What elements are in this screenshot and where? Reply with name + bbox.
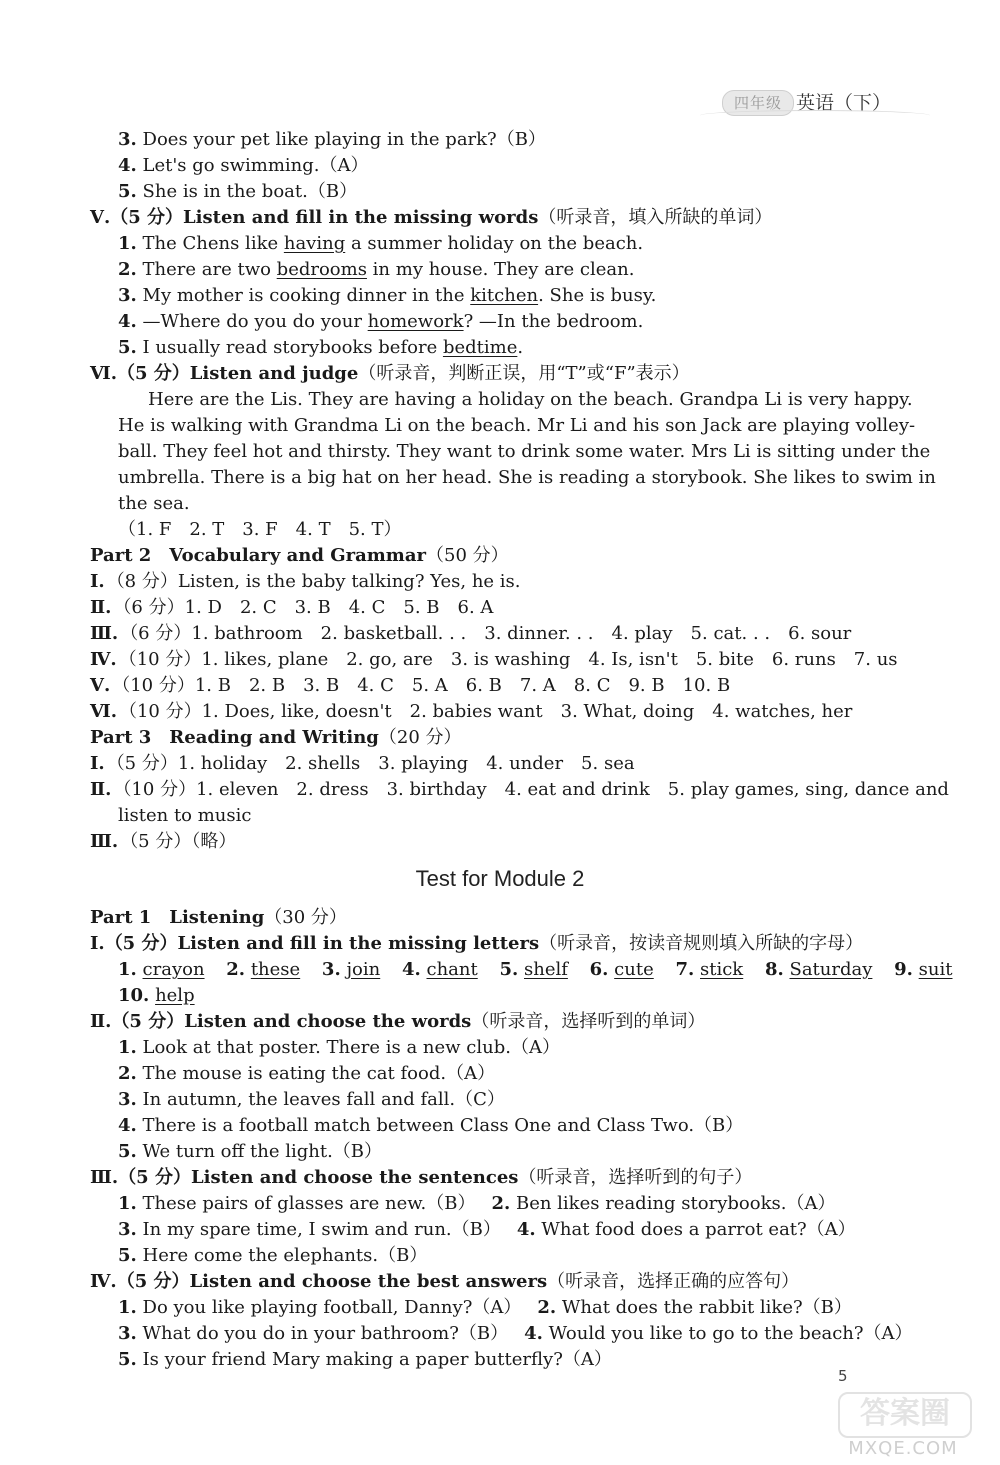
word-answers: 10. help [118,985,195,1006]
list-item: 2. There are two bedrooms in my house. They are clean. [118,259,635,280]
section-heading-v: Ⅴ.（5 分）Listen and fill in the missing words（听录音，填入所缺的单词） [90,207,773,228]
answer-line: Ⅲ. （5 分）（略） [90,831,237,852]
list-item: 4. There is a football match between Class One and Class Two.（B） [118,1115,744,1136]
list-item: 5. I usually read storybooks before bedtime. [118,337,524,358]
list-item: 3. In my spare time, I swim and run.（B） 4. What food does a parrot eat?（A） [118,1219,856,1240]
section-heading-iii: Ⅲ.（5 分）Listen and choose the sentences（听录音，选择听到的句子） [90,1167,753,1188]
answer-line: Ⅰ. （5 分）1. holiday 2. shells 3. playing 4. under 5. sea [90,753,635,774]
list-item: 3. In autumn, the leaves fall and fall.（C） [118,1089,505,1110]
section-heading-vi: Ⅵ.（5 分）Listen and judge（听录音，判断正误，用“T”或“F”表示） [90,363,690,384]
watermark-logo [828,1390,978,1460]
answer-line: （1. F 2. T 3. F 4. T 5. T） [118,519,402,540]
answer-line: Ⅴ. （10 分）1. B 2. B 3. B 4. C 5. A 6. B 7. A 8. C 9. B 10. B [90,675,731,696]
section-heading-ii: Ⅱ.（5 分）Listen and choose the words（听录音，选择听到的单词） [90,1011,706,1032]
answer-line: Ⅲ. （6 分）1. bathroom 2. basketball. . . 3. dinner. . . 4. play 5. cat. . . 6. sour [90,623,852,644]
grade-logo: 四年级 [722,90,794,116]
watermark-url: MXQE.COM [848,1438,958,1459]
passage-line: He is walking with Grandma Li on the beach. Mr Li and his son Jack are playing volley- [118,415,916,436]
answer-line: Ⅱ. （10 分）1. eleven 2. dress 3. birthday 4. eat and drink 5. play games, sing, dance and [90,779,949,800]
part-heading: Part 1 Listening（30 分） [90,907,347,928]
passage-line: umbrella. There is a big hat on her head. She is reading a storybook. She likes to swim in [118,467,936,488]
part-heading: Part 3 Reading and Writing（20 分） [90,727,462,748]
answer-line: listen to music [118,805,252,826]
list-item: 1. Look at that poster. There is a new club.（A） [118,1037,560,1058]
list-item: 4. Let's go swimming.（A） [118,155,369,176]
list-item: 1. The Chens like having a summer holiday on the beach. [118,233,644,254]
list-item: 5. We turn off the light.（B） [118,1141,383,1162]
list-item: 1. These pairs of glasses are new.（B） 2. Ben likes reading storybooks.（A） [118,1193,836,1214]
section-heading-iv: Ⅳ.（5 分）Listen and choose the best answers（听录音，选择正确的应答句） [90,1271,800,1292]
list-item: 5. Here come the elephants.（B） [118,1245,428,1266]
page-header [700,84,940,120]
list-item: 2. The mouse is eating the cat food.（A） [118,1063,496,1084]
list-item: 5. She is in the boat.（B） [118,181,358,202]
subject-label: 英语（下） [796,92,892,114]
test-title: Test for Module 2 [415,866,585,891]
list-item: 4. —Where do you do your homework? —In the bedroom. [118,311,644,332]
answer-line: Ⅱ. （6 分）1. D 2. C 3. B 4. C 5. B 6. A [90,597,494,618]
passage-line: Here are the Lis. They are having a holiday on the beach. Grandpa Li is very happy. [148,389,913,410]
section-heading-i: Ⅰ.（5 分）Listen and fill in the missing letters（听录音，按读音规则填入所缺的字母） [90,933,864,954]
passage-line: the sea. [118,493,190,514]
list-item: 5. Is your friend Mary making a paper butterfly?（A） [118,1349,612,1370]
header-decoration [700,110,930,121]
word-answers: 1. crayon 2. these 3. join 4. chant 5. shelf 6. cute 7. stick 8. Saturday 9. suit [118,959,953,980]
list-item: 3. What do you do in your bathroom?（B） 4. Would you like to go to the beach?（A） [118,1323,913,1344]
passage-line: ball. They feel hot and thirsty. They want to drink some water. Mrs Li is sitting under the [118,441,931,462]
part-heading: Part 2 Vocabulary and Grammar（50 分） [90,545,509,566]
list-item: 1. Do you like playing football, Danny?（A） 2. What does the rabbit like?（B） [118,1297,852,1318]
list-item: 3. Does your pet like playing in the park?（B） [118,129,546,150]
page-number: 5 [838,1367,848,1385]
answer-line: Ⅳ. （10 分）1. likes, plane 2. go, are 3. is washing 4. Is, isn't 5. bite 6. runs 7. us [90,649,898,670]
list-item: 3. My mother is cooking dinner in the kitchen. She is busy. [118,285,657,306]
answer-line: Ⅰ. （8 分）Listen, is the baby talking? Yes, he is. [90,571,521,592]
answer-line: Ⅵ. （10 分）1. Does, like, doesn't 2. babies want 3. What, doing 4. watches, her [90,701,853,722]
watermark-badge: 答案圈 [838,1392,972,1438]
